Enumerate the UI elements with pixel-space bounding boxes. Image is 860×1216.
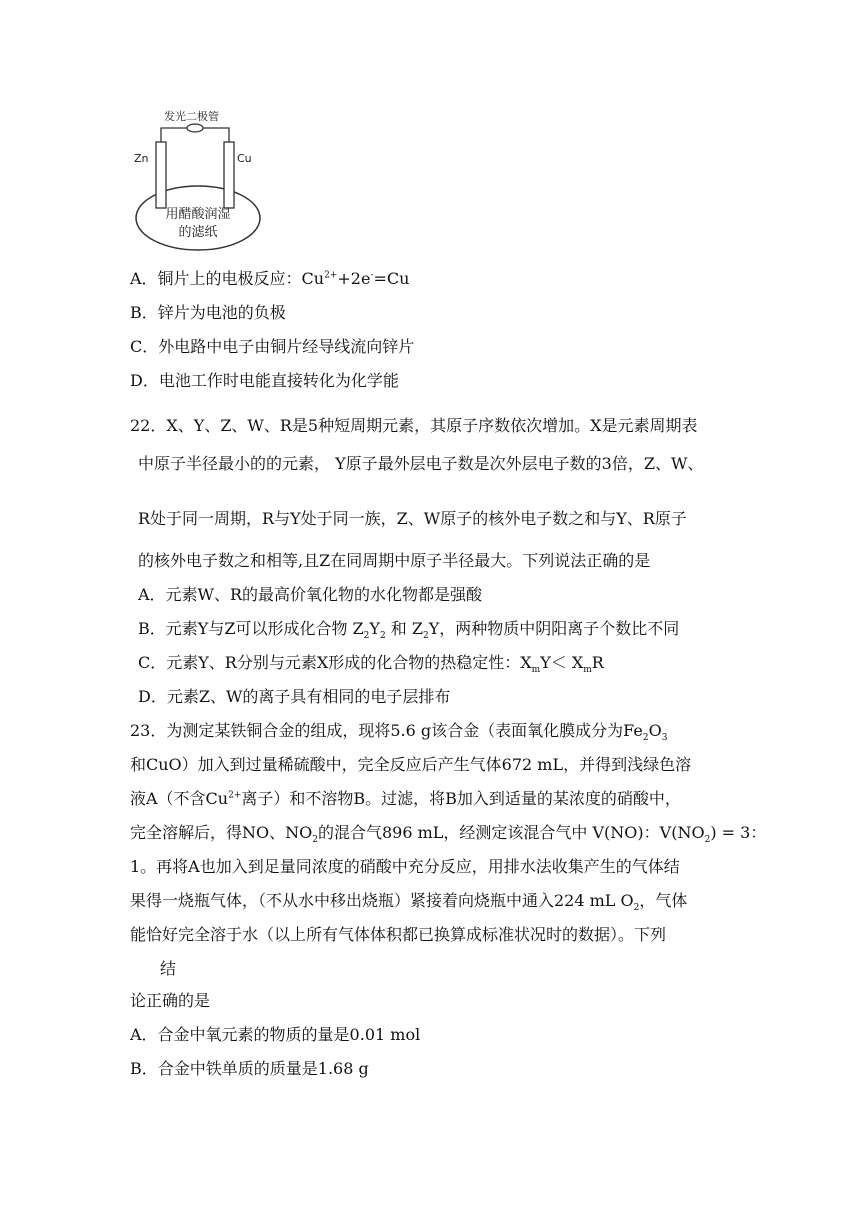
q22-stem-line-1: 22．X、Y、Z、W、R是5种短周期元素，其原子序数依次增加。X是元素周期表 [130, 416, 698, 435]
galvanic-cell-figure [128, 106, 268, 254]
q22-stem-line-2: 中原子半径最小的的元素， Y原子最外层电子数是次外层电子数的3倍，Z、W、 [138, 454, 704, 473]
q23-stem-line-5: 1。再将A也加入到足量同浓度的硝酸中充分反应，用排水法收集产生的气体结 [130, 857, 680, 876]
q22-option-c: C．元素Y、R分别与元素X形成的化合物的热稳定性：$X_mY< X_mR$ [138, 653, 604, 676]
zinc-electrode [156, 142, 166, 208]
q23-stem-line-3: 液A（不含$Cu^{2+}$离子）和不溶物B。过滤，将B加入到适量的某浓度的硝酸中， [130, 789, 681, 808]
q22-option-b: B．元素Y与Z可以形成化合物 $Z_2Y_2$ 和 $Z_2Y$，两种物质中阴阳离子个数比不同 [138, 619, 680, 642]
q21-option-c: C．外电路中电子由铜片经导线流向锌片 [130, 337, 415, 356]
q22-option-a: A．元素W、R的最高价氧化物的水化物都是强酸 [138, 585, 483, 604]
q23-stem-line-9: 论正确的是 [130, 991, 211, 1010]
zn-label: Zn [134, 152, 149, 165]
q23-stem-line-1: 23．为测定某铁铜合金的组成，现将5.6 g该合金（表面氧化膜成分为$Fe_2O_3$ [130, 721, 668, 744]
q23-stem-line-6: 果得一烧瓶气体，（不从水中移出烧瓶）紧接着向烧瓶中通入224 mL $O_2$，气体 [130, 891, 688, 914]
led-icon [187, 124, 203, 132]
q23-option-b: B．合金中铁单质的质量是1.68 g [130, 1059, 369, 1078]
q23-stem-line-7: 能恰好完全溶于水（以上所有气体体积都已换算成标准状况时的数据）。下列 [130, 925, 667, 944]
q22-stem-line-3: R处于同一周期，R与Y处于同一族，Z、W原子的核外电子数之和与Y、R原子 [138, 509, 687, 528]
q23-stem-line-8: 结 [160, 959, 177, 978]
q23-stem-line-2: 和CuO）加入到过量稀硫酸中，完全反应后产生气体672 mL，并得到浅绿色溶 [130, 755, 692, 774]
paper-label-1: 用醋酸润湿 [165, 207, 231, 222]
q22-stem-line-4: 的核外电子数之和相等,且Z在同周期中原子半径最大。下列说法正确的是 [138, 551, 651, 570]
q22-option-d: D．元素Z、W的离子具有相同的电子层排布 [138, 687, 451, 706]
q23-stem-line-4: 完全溶解后，得NO、$NO_2$的混合气896 mL，经测定该混合气中 V(NO)：$V(NO_2) = 3$： [130, 823, 767, 846]
paper-label-2: 的滤纸 [178, 225, 218, 240]
copper-electrode [224, 142, 234, 208]
q23-option-a: A．合金中氧元素的物质的量是0.01 mol [130, 1025, 421, 1044]
q21-option-d: D．电池工作时电能直接转化为化学能 [130, 371, 399, 390]
led-label: 发光二极管 [164, 110, 219, 123]
q21-option-b: B．锌片为电池的负极 [130, 303, 286, 322]
cu-label: Cu [237, 152, 252, 165]
q21-option-a: A．铜片上的电极反应：$Cu^{2+}+2e^-=Cu$ [130, 269, 410, 288]
